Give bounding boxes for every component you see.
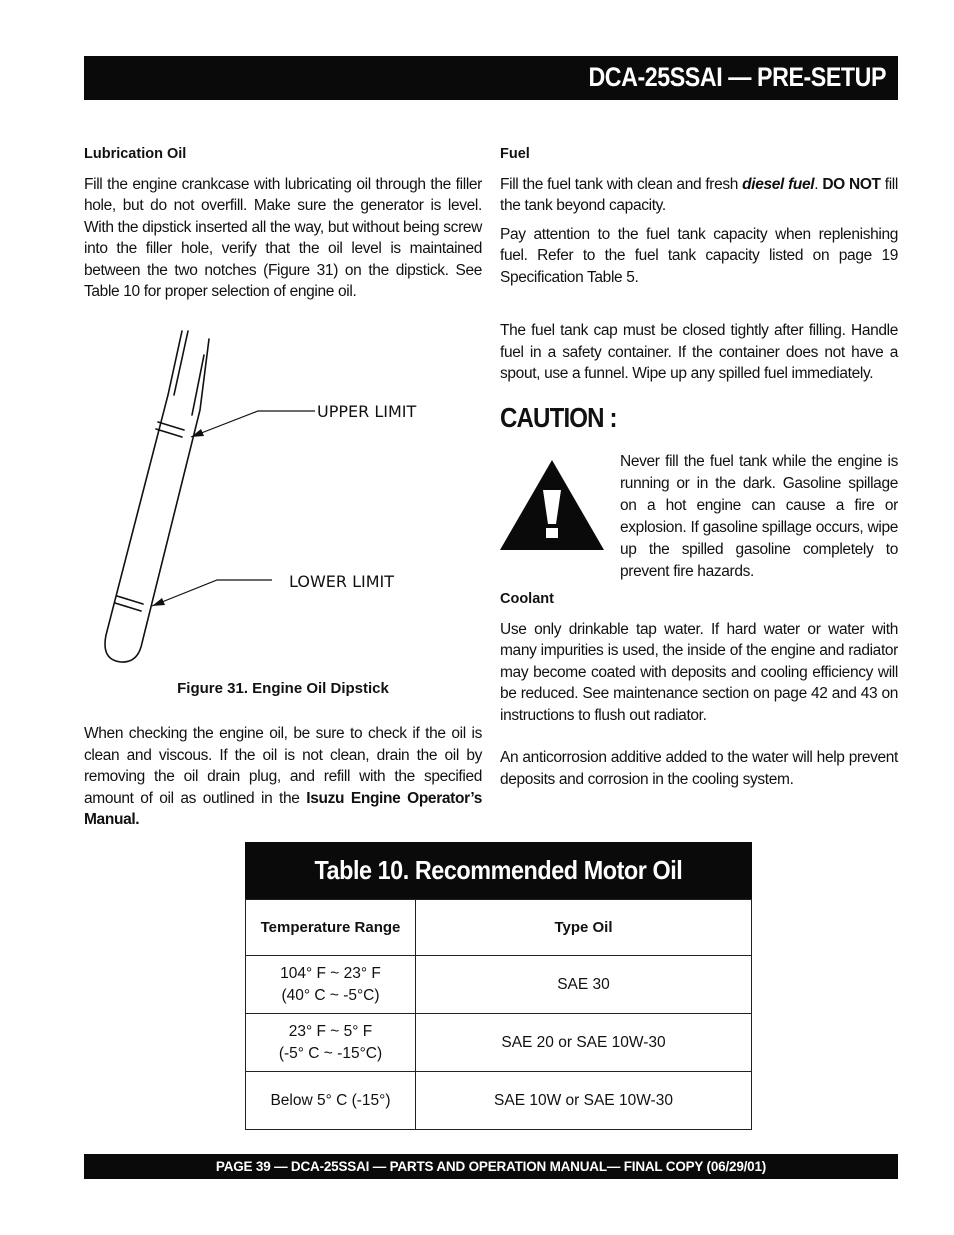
fuel-paragraph-3: The fuel tank cap must be closed tightly after filling. Handle fuel in a safety container. If the container does not have a spout, use a funnel. Wipe up any spilled fuel immediately. xyxy=(500,322,898,382)
fuel-paragraph-1: Fill the fuel tank with clean and fresh diesel fuel. DO NOT fill the tank beyond capacity. xyxy=(500,175,898,214)
fuel-section xyxy=(500,144,898,385)
table-header-row xyxy=(246,900,752,956)
header-type-oil: Type Oil xyxy=(416,900,752,956)
lubrication-section xyxy=(84,144,482,303)
motor-oil-grid xyxy=(245,899,752,1130)
coolant-paragraph-1: Use only drinkable tap water. If hard water or water with many impurities is used, the inside of the engine and radiator may become coated with deposits and cooling efficiency will be reduced. See maintenance section on page 42 and 43 on instructions to flush out radiator. xyxy=(500,620,898,724)
coolant-section xyxy=(500,589,898,790)
page-footer: PAGE 39 — DCA-25SSAI — PARTS AND OPERATION MANUAL— FINAL COPY (06/29/01) xyxy=(84,1154,898,1179)
lubrication-text: Fill the engine crankcase with lubricating oil through the filler hole, but do not overfill. Make sure the generator is level. With the dipstick inserted all the way, but without being screw into the filler hole, verify that the oil level is maintained between the two notches (Figure 31) on the dipstick. See Table 10 for proper selection of engine oil. xyxy=(84,175,482,300)
temperature-cell: 104° F ~ 23° F (40° C ~ -5°C) xyxy=(246,956,416,1014)
temperature-cell: Below 5° C (-15°) xyxy=(246,1072,416,1130)
coolant-heading: Coolant xyxy=(500,591,554,607)
page-title: DCA-25SSAI — PRE-SETUP xyxy=(588,62,886,92)
operator-manual-ref: Isuzu Engine Operator’s Manual. xyxy=(84,789,482,828)
table-row xyxy=(246,1072,752,1130)
table-title: Table 10. Recommended Motor Oil xyxy=(245,842,752,899)
table-row xyxy=(246,1014,752,1072)
oil-type-cell: SAE 10W or SAE 10W-30 xyxy=(416,1072,752,1130)
caution-text: Never fill the fuel tank while the engine is running or in the dark. Gasoline spillage on a hot engine can cause a fire or explosion. If gasoline spillage occurs, wipe up the spilled gasoline completely to prevent fire hazards. xyxy=(620,453,898,580)
warning-triangle-icon xyxy=(500,460,604,550)
motor-oil-table xyxy=(245,842,752,1130)
dipstick-figure xyxy=(96,325,476,670)
coolant-paragraph-2: An anticorrosion additive added to the water will help prevent deposits and corrosion in the cooling system. xyxy=(500,749,898,788)
caution-title: CAUTION : xyxy=(500,402,617,433)
oil-check-text: When checking the engine oil, be sure to check if the oil is clean and viscous. If the oil is not clean, drain the oil by removing the oil drain plug, and refill with the specified amount of oil as outlined in the Isuzu Engine Operator’s Manual. xyxy=(84,725,482,828)
oil-type-cell: SAE 30 xyxy=(416,956,752,1014)
table-row xyxy=(246,956,752,1014)
upper-limit-label: UPPER LIMIT xyxy=(317,402,417,421)
figure-caption: Figure 31. Engine Oil Dipstick xyxy=(177,680,389,697)
header-temperature-range: Temperature Range xyxy=(246,900,416,956)
oil-type-cell: SAE 20 or SAE 10W-30 xyxy=(416,1014,752,1072)
lubrication-heading: Lubrication Oil xyxy=(84,146,187,162)
fuel-heading: Fuel xyxy=(500,146,530,162)
oil-check-section xyxy=(84,723,482,831)
temperature-cell: 23° F ~ 5° F (-5° C ~ -15°C) xyxy=(246,1014,416,1072)
fuel-paragraph-2: Pay attention to the fuel tank capacity when replenishing fuel. Refer to the fuel tank capacity listed on page 19 Specification Table 5. xyxy=(500,225,898,286)
lower-limit-label: LOWER LIMIT xyxy=(289,572,394,591)
page-header xyxy=(84,56,898,100)
